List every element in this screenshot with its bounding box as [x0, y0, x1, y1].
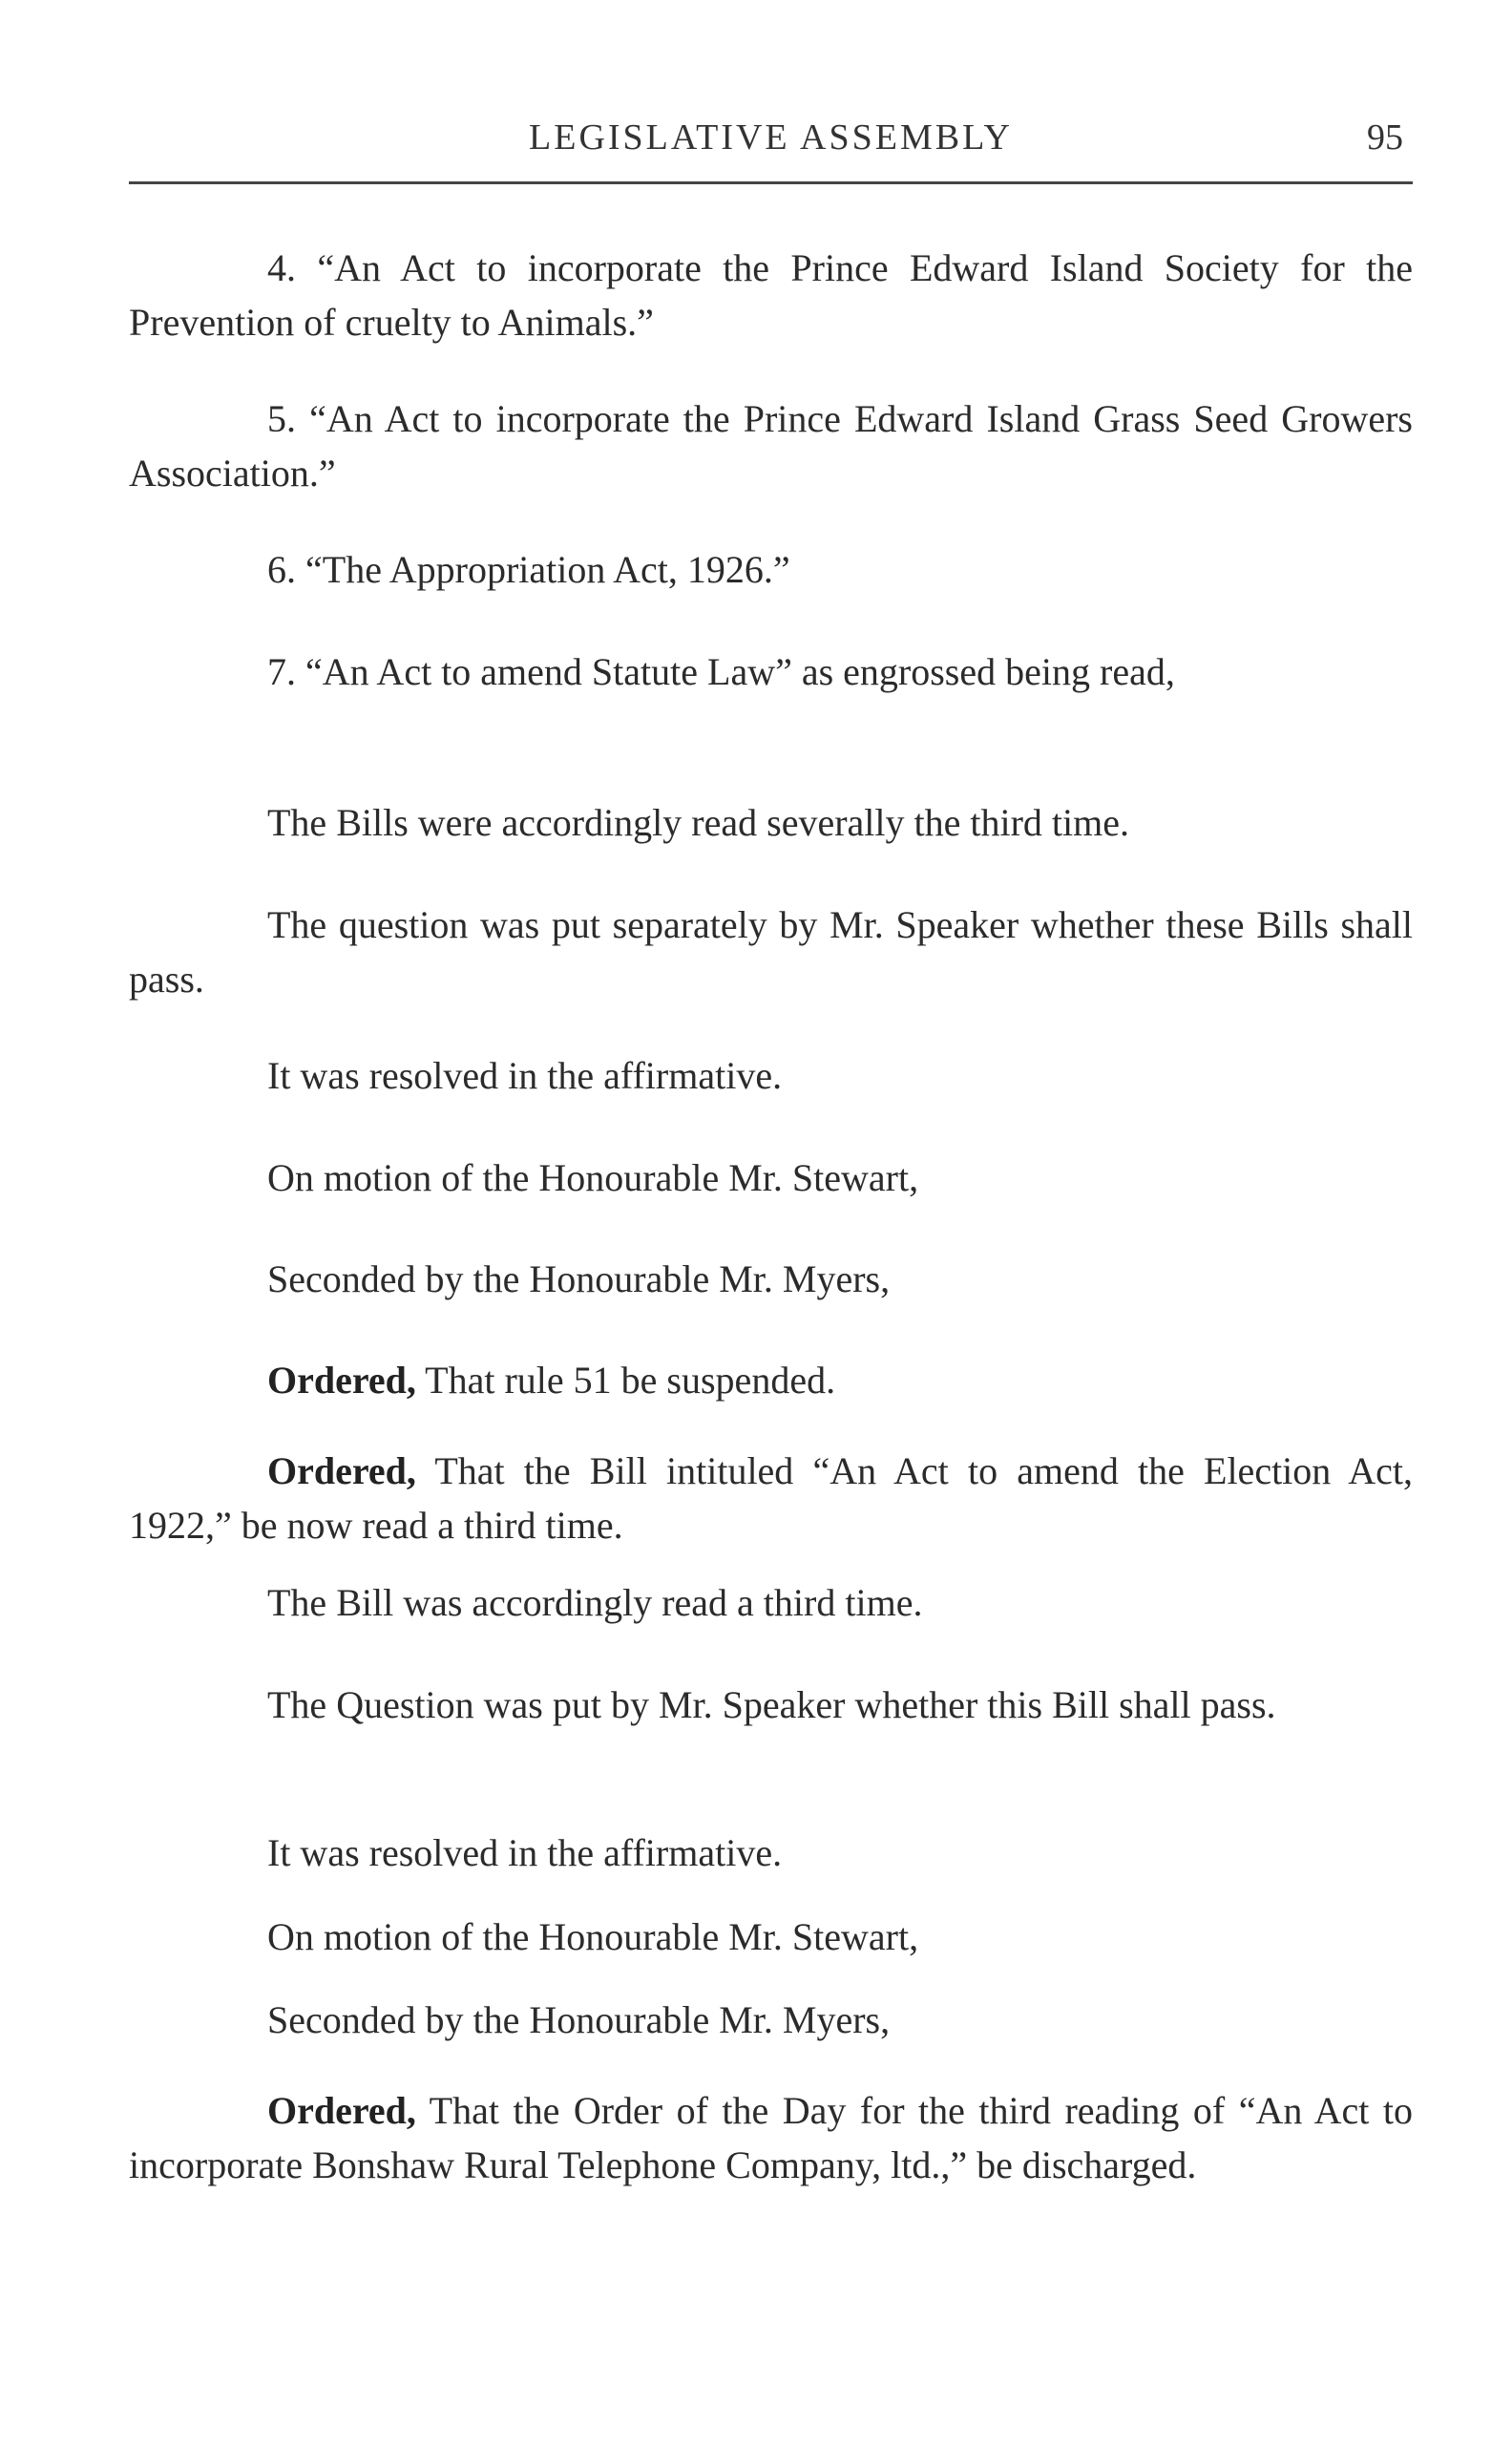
paragraph-ordered-election [129, 1444, 1413, 1552]
paragraph-question-put [129, 897, 1413, 1006]
paragraph-resolved-2: It was resolved in the affirmative. [267, 1831, 783, 1874]
paragraph-question-put-text: The question was put separately by Mr. Speaker whether these Bills shall pass. [129, 903, 1413, 1001]
running-header [129, 113, 1413, 170]
bill-item-4 [129, 241, 1413, 349]
paragraph-bill-read-third: The Bill was accordingly read a third time. [267, 1581, 923, 1624]
paragraph-motion-2: On motion of the Honourable Mr. Stewart, [267, 1915, 919, 1958]
ordered-label: Ordered, [267, 1449, 416, 1492]
ordered-text: That the Bill intituled “An Act to amend the Election Act, 1922,” be now read a third time. [129, 1449, 1413, 1547]
paragraph-question-bill-text: The Question was put by Mr. Speaker whether this Bill shall pass. [267, 1683, 1276, 1726]
header-rule [129, 181, 1413, 184]
ordered-text: That the Order of the Day for the third reading of “An Act to incorporate Bonshaw Rural Telephone Company, ltd.,” be discharged. [129, 2089, 1413, 2186]
paragraph-ordered-rule [267, 1353, 835, 1407]
bill-item-7-text: 7. “An Act to amend Statute Law” as engrossed being read, [267, 650, 1175, 693]
page-number: 95 [1367, 117, 1403, 158]
paragraph-seconded-1: Seconded by the Honourable Mr. Myers, [267, 1257, 891, 1300]
ordered-label: Ordered, [267, 2089, 416, 2132]
paragraph-question-bill [129, 1678, 1413, 1732]
paragraph-seconded-2: Seconded by the Honourable Mr. Myers, [267, 1998, 891, 2041]
bill-item-7 [129, 644, 1413, 699]
ordered-text: That rule 51 be suspended. [415, 1359, 836, 1402]
paragraph-bills-read: The Bills were accordingly read severally the third time. [267, 801, 1130, 844]
bill-item-5-text: 5. “An Act to incorporate the Prince Edward Island Grass Seed Growers Association.” [129, 397, 1413, 495]
ordered-label: Ordered, [267, 1359, 416, 1402]
paragraph-ordered-discharge [129, 2083, 1413, 2192]
paragraph-resolved-1: It was resolved in the affirmative. [267, 1054, 783, 1097]
paragraph-motion-1: On motion of the Honourable Mr. Stewart, [267, 1156, 919, 1199]
bill-item-5 [129, 391, 1413, 500]
header-title: LEGISLATIVE ASSEMBLY [529, 117, 1013, 158]
bill-item-6: 6. “The Appropriation Act, 1926.” [267, 548, 790, 591]
bill-item-4-text: 4. “An Act to incorporate the Prince Edward Island Society for the Prevention of cruelty to Animals.” [129, 246, 1413, 344]
